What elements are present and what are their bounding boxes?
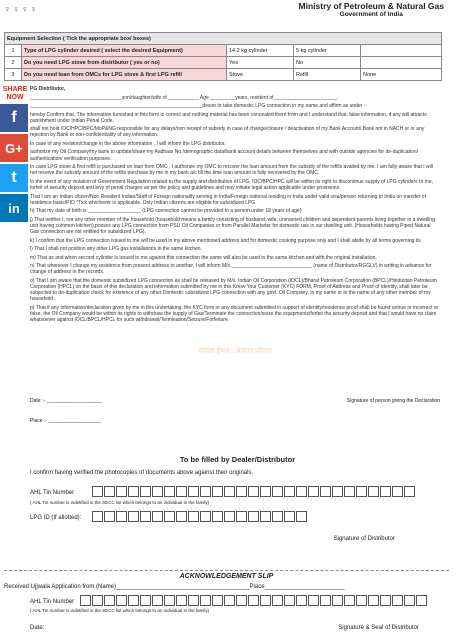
ack-received[interactable]: Received Ujjwala Application from (Name)________________________________________Place________________________ (4, 584, 345, 590)
declaration-clause: h) That my date of birth is ___________________ (LPG connection cannot be provided to a person under 18 years of age) (30, 208, 302, 215)
option-empty (361, 45, 442, 57)
declaration-clause: In case of any revision/change in the above information , I will inform the LPG distributor. (30, 140, 226, 147)
ack-date[interactable]: Date: (30, 625, 45, 631)
signature-label: Signature of person giving the Declaration (346, 398, 440, 404)
declaration-line: ______________________________________________________________desire to take domestic LPG connection in my name and affirm as under :- (30, 103, 367, 109)
acknowledgement-slip (4, 568, 449, 631)
declaration-clause: k) I confirm that the LPG connection issued to me will be used in my above mentioned address and for domestic cooking purpose only and I shall abide by all terms governing its (30, 237, 421, 244)
option-none[interactable]: None (361, 69, 442, 81)
option-14kg[interactable]: 14.2 kg cylinder (227, 45, 294, 57)
ahl-note: ( AHL Tin number is indetified in the SECC list which belongs to an individual in the family) (30, 500, 210, 505)
table-title: Equipment Selection ( Tick the appropriate box/ boxes) (5, 33, 442, 45)
option-stove[interactable]: Stove (227, 69, 294, 81)
signature-block (30, 398, 440, 438)
row-num: 2 (5, 57, 22, 69)
declaration-clause: In the event of any violation of Government Regulation related to the supply and distribution of LPG, IOC/BPC/HPC will be within its right to discontinue supply of LPG cylinders to me, forfeit of security deposit and levy of penal charges as per the policy and guidelines and may initiate legal action applicable under provisions (30, 178, 433, 192)
table-row (5, 45, 442, 57)
salutation: PG Distributor, (30, 86, 66, 92)
equipment-selection-table (4, 32, 442, 81)
ahl-label: AHL Tin Number (30, 490, 75, 497)
facebook-icon[interactable]: f (0, 104, 28, 132)
government-label: Government of India (339, 11, 403, 18)
declaration-clause: o) That I am aware that the domestic subsidized LPG connection as shall be released by M/s. Indian Oil Corporation (IOCL)/Bharat Petroleum Corporation (BPCL)/Hindustan Petroleum Corporation (HPCL) on the basis of this declaration and information submitted by me in this Know Your Customer (KYC) FORM, Proof of Address and Proof of Identity, shall later be subjected to de-duplication check for existence of any other Domestic subsidized LPG connection with any govt. Oil Company, in my name or in the name of any other member of my household . (30, 277, 437, 303)
option-yes[interactable]: Yes (227, 57, 294, 69)
row-num: 1 (5, 45, 22, 57)
dealer-title: To be filled by Dealer/Distributor (179, 455, 296, 464)
date-field[interactable]: Date :- ____________________ (30, 398, 103, 404)
share-sidebar (0, 86, 30, 222)
option-no[interactable]: No (294, 57, 361, 69)
row-label: Type of LPG cylinder desired ( select the desired Equipment) (22, 45, 227, 57)
declaration-clause: p) That if any information/declaration given by me in this undertaking, the KYC form or any document submitted in support of identity/residence proof shall be found untrue or incorrect or false, the Oil Company would be within its rights to withdraw the supply of Gas/Terminate the connection/seize the equipments/forfeit the security deposit and that I would have no claim whatsoever against IOCL/BPCL/HPCL for such withdrawal/Termination/Seizure/Forfeiture. (30, 304, 439, 324)
declaration-body (30, 86, 440, 326)
lpg-id-boxes[interactable] (92, 511, 308, 524)
ministry-title (299, 1, 444, 18)
option-empty (361, 57, 442, 69)
ministry-name: Ministry of Petroleum & Natural Gas (298, 1, 444, 11)
dealer-confirm: I confirm having verified the photocopies of documents above against their originals. (30, 470, 254, 476)
linkedin-icon[interactable]: in (0, 194, 28, 222)
declaration-clause: shall not hold IOC/HPC/BPC/MoP&NG responsible for any delays/non receipt of subsidy in case of change/closure / deactivation of my Bank Account/ Bank not in NACH or or any rejection by Bank or non-confidentiality of any information. (30, 126, 425, 139)
declaration-clause: l) That I shall not position any other LPG gas installations in the same kitchen. (30, 246, 202, 253)
declaration-clause: hereby Confirm that, The information furnished in this form is correct and nothing material has been concealed there from and I understand that, false information, if any will attracts punishment under Indian Penal Code. (30, 111, 427, 124)
declaration-clause: authorize my Oil Company/my bank to update/share my Aadhaar No./demographic data/bank account details between themselves and with outside agencies for de-duplication/ authentication/ verification purposes. (30, 149, 419, 162)
ack-signature: Signature & Seal of Distributor (338, 625, 419, 631)
lpg-id-row (30, 511, 445, 524)
header (0, 0, 456, 30)
option-refill[interactable]: Refill (294, 69, 361, 81)
row-label: Do you need LPG stove from distributor ( yes or no) (22, 57, 227, 69)
ujjwala-logo: ♀♀♀♀ (4, 4, 39, 14)
ack-title: ACKNOWLEDGEMENT SLIP (179, 573, 274, 580)
dealer-section (30, 455, 445, 542)
ack-ahl-label: AHL Tin Number (30, 599, 75, 606)
declaration-clause: In case LPG stove & first refill is purchased on loan from OMC , I authorize my OMC to recover the loan amount from the subsidy of the refills availed by me. I am fully aware that I will not receive the subsidy amount of the refills purchase by me in my bank a/c till the time loan amount is fully recovered by the OMC. (30, 164, 433, 177)
distributor-signature: Signature of Distributor (333, 536, 395, 542)
ack-ahl-boxes[interactable] (80, 595, 428, 608)
twitter-icon[interactable]: t (0, 164, 28, 192)
declaration-clause: m) That as and when second cylinder is issued to me against this connection the same will also be used in the same kitchen and with the original installation. (30, 254, 377, 261)
declaration-line: _________________________________son/daughter/wife of ___________ Age _________years, resident of_______________________ (30, 94, 338, 101)
google-plus-icon[interactable]: G+ (0, 134, 28, 162)
lpg-id-label: LPG ID (If allotted): (30, 515, 82, 522)
table-row (5, 57, 442, 69)
declaration-clause: j) That neither I, nor any other member of the household (household means a family consisting of husband, wife, unmarried children and dependent parents living together in a dwelling unit having common kitchen),posses any LPG connection from PSU Oil Companies or from Parallel Marketer for domestic use in our dwelling unit. (Households having Piped Natural Gas connection are not entitled for subsidized LPG). (30, 216, 435, 236)
ack-ahl-row (4, 595, 449, 608)
declaration-clause: n) That whenever I change my residence from present address to another, I will inform M/s._____________________________ (name of Distributor/RGGLV) in writing in advance for change of address in the records. (30, 263, 432, 276)
share-label: SHARE NOW (2, 86, 28, 101)
ahl-boxes[interactable] (92, 486, 416, 499)
row-label: Do you need loan from OMCs for LPG stove & first LPG refill (22, 69, 227, 81)
cut-line (4, 570, 449, 571)
place-field[interactable]: Place :- ___________________ (30, 418, 102, 424)
option-5kg[interactable]: 5 kg cylinder (294, 45, 361, 57)
ahl-row (30, 486, 445, 499)
table-row (5, 69, 442, 81)
watermark-tagline: स्वच्छ ईंधन...बेहतर जीवन (197, 346, 273, 355)
declaration-clause: That I am an Indian citizen/Non Resident Indian/Staff of Foreign nationality serving in India/Foreign national residing in India under valid visa/person returning to India on transfer of residence basis/PIO *Tick whichever is applicable. Only Indian citizens are eligible for subsidized LPG. (30, 193, 426, 206)
row-num: 3 (5, 69, 22, 81)
ack-ahl-note: ( AHL Tin number is indetified in the SECC list which belongs to an individual in the family) (30, 608, 210, 613)
